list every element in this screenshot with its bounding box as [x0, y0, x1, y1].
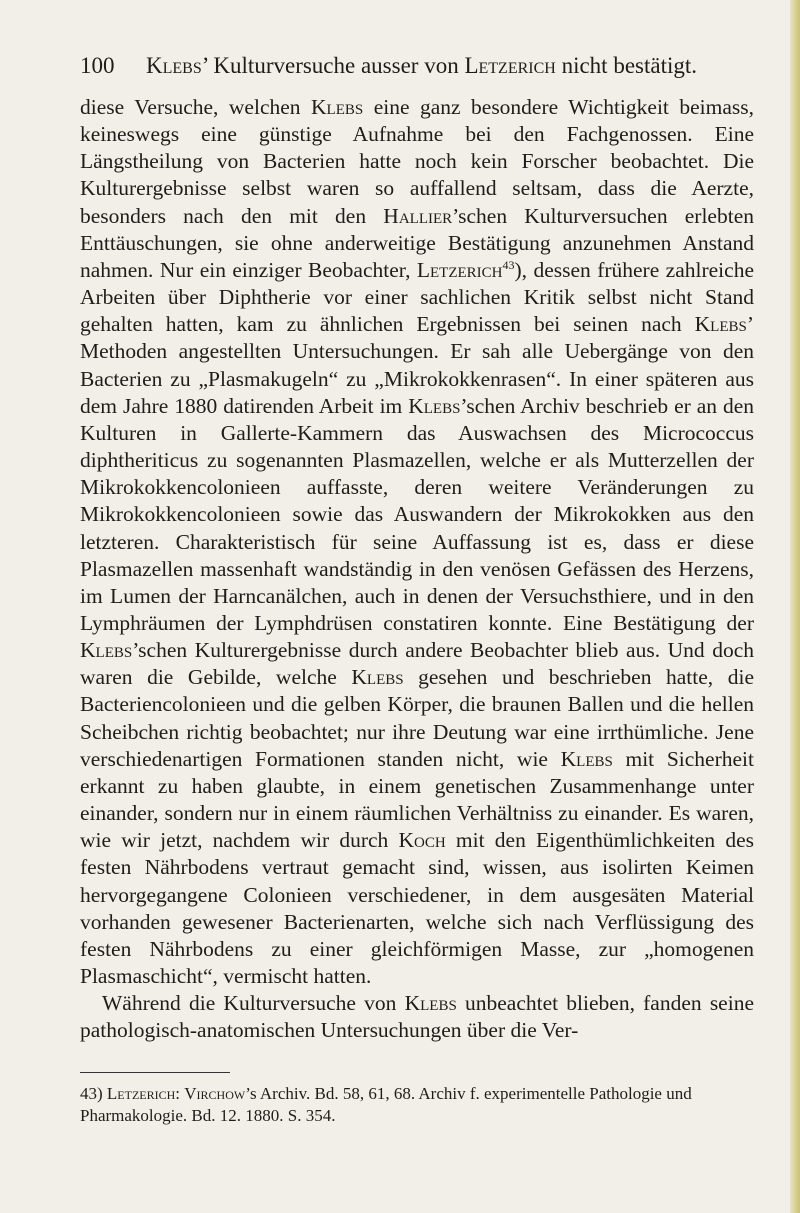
text-run: diese Versuche, welchen: [80, 95, 312, 119]
text-run: ’schen Kulturergebnisse durch andere Beobachter blieb aus. Und doch waren die Gebilde, welche: [80, 638, 754, 690]
text-run: mit den Eigenthümlichkeiten des festen Nährbodens vertraut gemacht sind, wissen, aus isolirten Keimen hervorgegangene Colonieen verschiedener, in dem ausgesäten Material vorhanden gewesener Bacterienarten, welche sich nach Verflüssigung des festen Nährbodens zu einer gleichförmigen Masse, zur „homogenen Plasmaschicht“, vermischt hatten.: [80, 828, 754, 988]
text-run: gesehen und beschrieben hatte, die Bacteriencolonieen und die gelben Körper, die braunen Ballen und die hellen Scheibchen richtig beobachtet; nur ihre Deutung war eine irrthümliche. Jene verschiedenartigen Formationen standen nicht, wie: [80, 665, 754, 771]
text-run: ), dessen frühere zahlreiche Arbeiten über Diphtherie vor einer sachlichen Kritik selbst nicht Stand gehalten hatten, kam zu ähnlichen Ergebnissen bei seinen nach: [80, 257, 754, 337]
text-run: eine ganz besondere Wichtigkeit beimass, keineswegs eine günstige Aufnahme bei den Fachgenossen. Eine Längstheilung von Bacterien hatte noch kein Forscher beobachtet. Die Kulturergebnisse selbst waren so auffallend seltsam, dass die Aerzte, besonders nach den mit den: [80, 95, 755, 228]
running-title-text-end: nicht bestätigt.: [555, 53, 697, 78]
footnote: [80, 1083, 754, 1127]
author-name: Klebs: [408, 393, 461, 418]
author-name: Koch: [398, 828, 446, 853]
running-header: [80, 52, 740, 80]
running-title-name-klebs: Klebs: [146, 53, 202, 78]
paragraph-2: [80, 990, 754, 1044]
text-run: ’ Methoden angestellten Untersuchungen. Er sah alle Uebergänge von den Bacterien zu „Plasmakugeln“ zu „Mikrokokkenrasen“. In einer späteren aus dem Jahre 1880 datirenden Arbeit im: [80, 312, 754, 418]
paragraph-1: [80, 94, 754, 990]
author-name: Klebs: [351, 665, 404, 690]
text-run: mit Sicherheit erkannt zu haben glaubte, in einem genetischen Zusammenhange unter einander, sondern nur in einem räumlichen Verhältniss zu einander. Es waren, wie wir jetzt, nachdem wir durch: [80, 746, 754, 853]
footnote-number: 43): [80, 1084, 103, 1103]
running-title-name-letzerich: Letzerich: [464, 53, 556, 78]
text-run: Während die Kulturversuche von: [102, 991, 405, 1016]
author-name: Klebs: [311, 95, 364, 119]
text-run: ’schen Kulturversuchen erlebten Enttäuschungen, sie ohne anderweitige Bestätigung anzunehmen Anstand nahmen. Nur ein einziger Beobachter,: [80, 203, 754, 282]
footnote-rule: [80, 1072, 230, 1073]
page-edge: [790, 0, 800, 1213]
footnote-reference: 43: [502, 257, 515, 272]
author-name: Klebs: [560, 746, 613, 771]
body-text: [80, 94, 754, 1044]
author-name: Klebs: [80, 638, 133, 663]
running-title-text: ’ Kulturversuche ausser von: [201, 53, 465, 78]
text-run: ’schen Archiv beschrieb er an den Kulturen in Gallerte-Kammern das Auswachsen des Micrococcus diphtheriticus zu sogenannten Plasmazellen, welche er als Mutterzellen der Mikrokokkencolonieen auffasste, deren weitere Veränderungen zu Mikrokokkencolonieen sowie das Auswandern der Mikrokokken aus den letzteren. Charakteristisch für seine Auffassung ist es, dass er diese Plasmazellen massenhaft wandständig in den venösen Gefässen des Herzens, im Lumen der Harncanälchen, auch in denen der Versuchsthiere, und in den Lymphräumen der Lymphdrüsen constatiren konnte. Eine Bestätigung der: [80, 393, 754, 635]
footnote-separator: :: [175, 1084, 185, 1103]
author-name: Klebs: [404, 991, 457, 1016]
author-name: Klebs: [694, 312, 747, 337]
text-run: unbeachtet blieben, fanden seine pathologisch-anatomischen Untersuchungen über die Ver-: [80, 991, 754, 1043]
author-name: Letzerich: [416, 257, 503, 282]
author-name: Hallier: [383, 203, 453, 228]
footnote-name-virchow: Virchow: [184, 1084, 246, 1103]
footnote-author: Letzerich: [106, 1084, 176, 1103]
footnote-text: ’s Archiv. Bd. 58, 61, 68. Archiv f. experimentelle Pathologie und Pharmakologie. Bd. 12. 1880. S. 354.: [80, 1084, 692, 1125]
page-number: 100: [80, 53, 115, 78]
